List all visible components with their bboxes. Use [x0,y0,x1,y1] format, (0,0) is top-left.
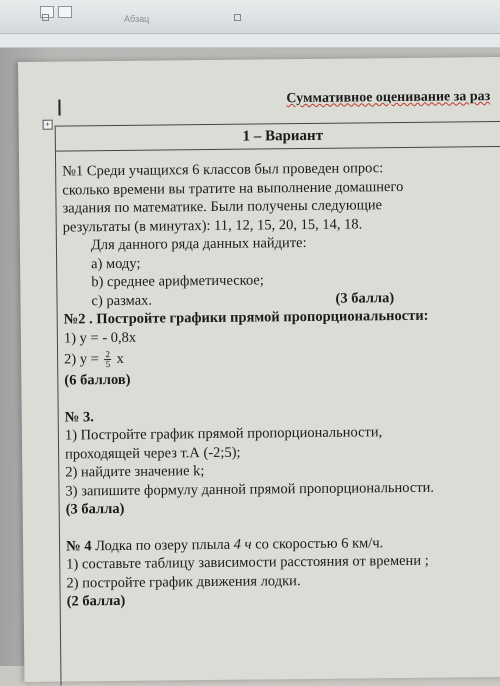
text-cursor [58,100,60,116]
task1-instruction: Для данного ряда данных найдите: [90,234,307,254]
paragraph-group-label: Абзац [124,14,150,24]
task1-item: с) размах. [91,292,153,309]
task4-text: Лодка по озеру плыла [91,536,234,554]
document-page[interactable] [18,57,500,682]
fraction-numerator: 2 [105,349,111,360]
fraction-denominator: 5 [105,359,111,370]
task1-line: №1 Среди учащихся 6 классов был проведен опрос: [62,160,384,180]
task1-line: сколько времени вы тратите на выполнение домашнего [62,178,404,199]
task4-points: (2 балла) [66,592,126,610]
task1-item: b) среднее арифметическое; [91,272,264,291]
font-group-launcher-icon[interactable] [42,14,49,21]
task1-line: результаты (в минутах): 11, 12, 15, 20, 15, 14, 18. [62,215,363,236]
task3-line: 1) Постройте график прямой пропорциональности, [64,424,383,444]
task1-points: (3 балла) [335,289,395,307]
task3-line: 3) запишите формулу данной прямой пропорциональности. [65,479,435,500]
task3-title: № 3. [64,408,94,426]
task4-hours: 4 ч [233,536,252,553]
task2-title: №2 . Постройте графики прямой пропорциональности: [63,307,429,328]
task-content[interactable] [62,158,500,611]
task2-item-suffix: х [116,350,124,367]
task1-line: задания по математике. Были получены следующие [62,197,383,217]
paragraph-group-launcher-icon[interactable] [234,14,241,21]
task3-points: (3 балла) [65,500,125,518]
task4-number: № 4 [65,537,92,555]
fraction [104,350,111,369]
horizontal-ruler[interactable] [0,34,500,48]
task3-line: 2) найдите значение k; [65,463,205,481]
task2-item: 1) у = - 0,8х [63,329,137,347]
task2-item-prefix: 2) у = [64,351,99,368]
task4-line: 1) составьте таблицу зависимости расстояния от времени ; [66,552,429,573]
task3-line: проходящей через т.А (-2;5); [65,444,241,463]
task4-line: 2) постройте график движения лодки. [66,572,301,592]
align-center-button[interactable] [58,6,72,18]
table-move-handle-icon[interactable]: + [43,120,53,130]
document-table[interactable] [55,121,500,686]
variant-heading: 1 – Вариант [242,127,324,145]
ribbon-toolbar [0,0,500,34]
document-header-title: Суммативное оценивание за раз [286,89,491,107]
task2-points: (6 баллов) [64,371,131,389]
task4-text-rest: со скоростью 6 км/ч. [251,534,384,553]
task1-item: а) моду; [91,255,141,272]
